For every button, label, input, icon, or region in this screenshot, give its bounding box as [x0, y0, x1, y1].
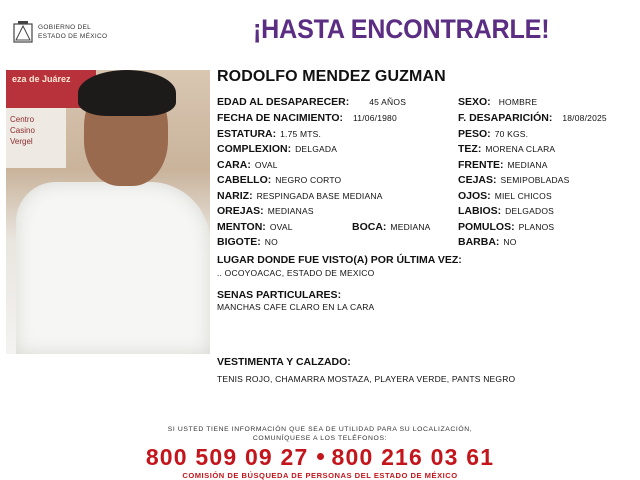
field-estatura-label: ESTATURA:	[217, 128, 277, 140]
field-ojos-value: MIEL CHICOS	[494, 191, 552, 201]
field-menton-value: OVAL	[269, 222, 293, 232]
field-orejas-value: MEDIANAS	[267, 206, 314, 216]
field-bigote-label: BIGOTE:	[217, 236, 261, 248]
field-nariz-label: NARIZ:	[217, 190, 253, 202]
field-complexion-value: DELGADA	[295, 144, 338, 154]
photo-hair	[78, 70, 176, 116]
field-nariz	[217, 190, 383, 202]
phone-number-1[interactable]: 800 509 09 27	[145, 444, 309, 470]
field-desaparicion	[458, 112, 607, 124]
footer-note-1: SI USTED TIENE INFORMACIÓN QUE SEA DE UTILIDAD PARA SU LOCALIZACIÓN,	[167, 426, 473, 433]
marks-label: SENAS PARTICULARES:	[217, 289, 342, 301]
field-boca-value: MEDIANA	[390, 222, 431, 232]
field-tez-label: TEZ:	[458, 143, 482, 155]
field-edad-label: EDAD AL DESAPARECER:	[217, 96, 350, 108]
photo-background-board	[6, 108, 66, 168]
person-photo	[6, 70, 210, 354]
field-complexion	[217, 143, 337, 155]
photo-board-line-3: Vergel	[10, 137, 33, 146]
field-tez	[458, 143, 555, 155]
state-seal-icon	[12, 20, 34, 44]
field-complexion-label: COMPLEXION:	[217, 143, 292, 155]
field-cejas	[458, 174, 570, 186]
field-ojos	[458, 190, 552, 202]
field-cabello	[217, 174, 341, 186]
field-desaparicion-label: F. DESAPARICIÓN:	[458, 112, 553, 124]
photo-sign-text: eza de Juárez	[12, 74, 71, 84]
field-nacimiento-value: 11/06/1980	[353, 113, 397, 123]
headline: ¡HASTA ENCONTRARLE!	[253, 14, 550, 44]
field-nacimiento-label: FECHA DE NACIMIENTO:	[217, 112, 343, 124]
field-pomulos	[458, 221, 554, 233]
field-menton	[217, 221, 293, 233]
field-desaparicion-value: 18/08/2025	[562, 113, 607, 123]
clothing-value: TENIS ROJO, CHAMARRA MOSTAZA, PLAYERA VERDE, PANTS NEGRO	[217, 374, 516, 384]
field-barba	[458, 236, 517, 248]
field-pomulos-value: PLANOS	[518, 222, 555, 232]
field-peso	[458, 128, 528, 140]
field-nariz-value: RESPINGADA BASE MEDIANA	[256, 191, 383, 201]
field-frente	[458, 159, 548, 171]
field-frente-value: MEDIANA	[507, 160, 548, 170]
field-labios-value: DELGADOS	[505, 206, 555, 216]
field-pomulos-label: POMULOS:	[458, 221, 515, 233]
field-orejas-label: OREJAS:	[217, 205, 264, 217]
field-sexo	[458, 96, 537, 108]
field-estatura	[217, 128, 321, 140]
last-seen-value: .. OCOYOACAC, ESTADO DE MEXICO	[217, 268, 375, 278]
marks-value: MANCHAS CAFE CLARO EN LA CARA	[217, 302, 375, 312]
field-frente-label: FRENTE:	[458, 159, 504, 171]
field-bigote	[217, 236, 278, 248]
field-nacimiento	[217, 112, 397, 124]
separator-dot-icon	[317, 453, 324, 460]
field-edad-value: 45 AÑOS	[369, 97, 407, 107]
field-sexo-value: HOMBRE	[498, 97, 538, 107]
photo-board-text	[10, 114, 35, 147]
field-boca	[352, 221, 431, 233]
field-cabello-value: NEGRO CORTO	[275, 175, 342, 185]
field-menton-label: MENTON:	[217, 221, 266, 233]
phone-numbers	[0, 444, 640, 471]
field-cara	[217, 159, 278, 171]
field-peso-label: PESO:	[458, 128, 491, 140]
footer-note-2: COMUNÍQUESE A LOS TELÉFONOS:	[252, 435, 388, 442]
field-cejas-label: CEJAS:	[458, 174, 497, 186]
field-edad	[217, 96, 406, 108]
logo-line-2: ESTADO DE MÉXICO	[38, 33, 108, 40]
last-seen-label: LUGAR DONDE FUE VISTO(A) POR ÚLTIMA VEZ:	[217, 254, 462, 266]
field-cara-value: OVAL	[254, 160, 278, 170]
field-barba-label: BARBA:	[458, 236, 500, 248]
field-labios	[458, 205, 554, 217]
field-sexo-label: SEXO:	[458, 96, 491, 108]
field-labios-label: LABIOS:	[458, 205, 502, 217]
logo-line-1: GOBIERNO DEL	[38, 24, 92, 31]
commission-name: COMISIÓN DE BÚSQUEDA DE PERSONAS DEL ESTADO DE MÉXICO	[182, 471, 458, 480]
photo-board-line-2: Casino	[10, 126, 35, 135]
clothing-label: VESTIMENTA Y CALZADO:	[217, 356, 351, 368]
field-cejas-value: SEMIPOBLADAS	[500, 175, 570, 185]
person-name: RODOLFO MENDEZ GUZMAN	[217, 68, 446, 85]
field-peso-value: 70 KGS.	[494, 129, 529, 139]
photo-shirt	[16, 182, 210, 354]
phone-number-2[interactable]: 800 216 03 61	[331, 444, 495, 470]
government-logo	[12, 20, 122, 46]
field-estatura-value: 1.75 MTS.	[280, 129, 322, 139]
photo-board-line-1: Centro	[10, 115, 35, 124]
field-cabello-label: CABELLO:	[217, 174, 272, 186]
field-barba-value: NO	[503, 237, 517, 247]
field-orejas	[217, 205, 314, 217]
field-cara-label: CARA:	[217, 159, 251, 171]
field-tez-value: MORENA CLARA	[485, 144, 556, 154]
field-ojos-label: OJOS:	[458, 190, 491, 202]
field-boca-label: BOCA:	[352, 221, 387, 233]
field-bigote-value: NO	[264, 237, 278, 247]
